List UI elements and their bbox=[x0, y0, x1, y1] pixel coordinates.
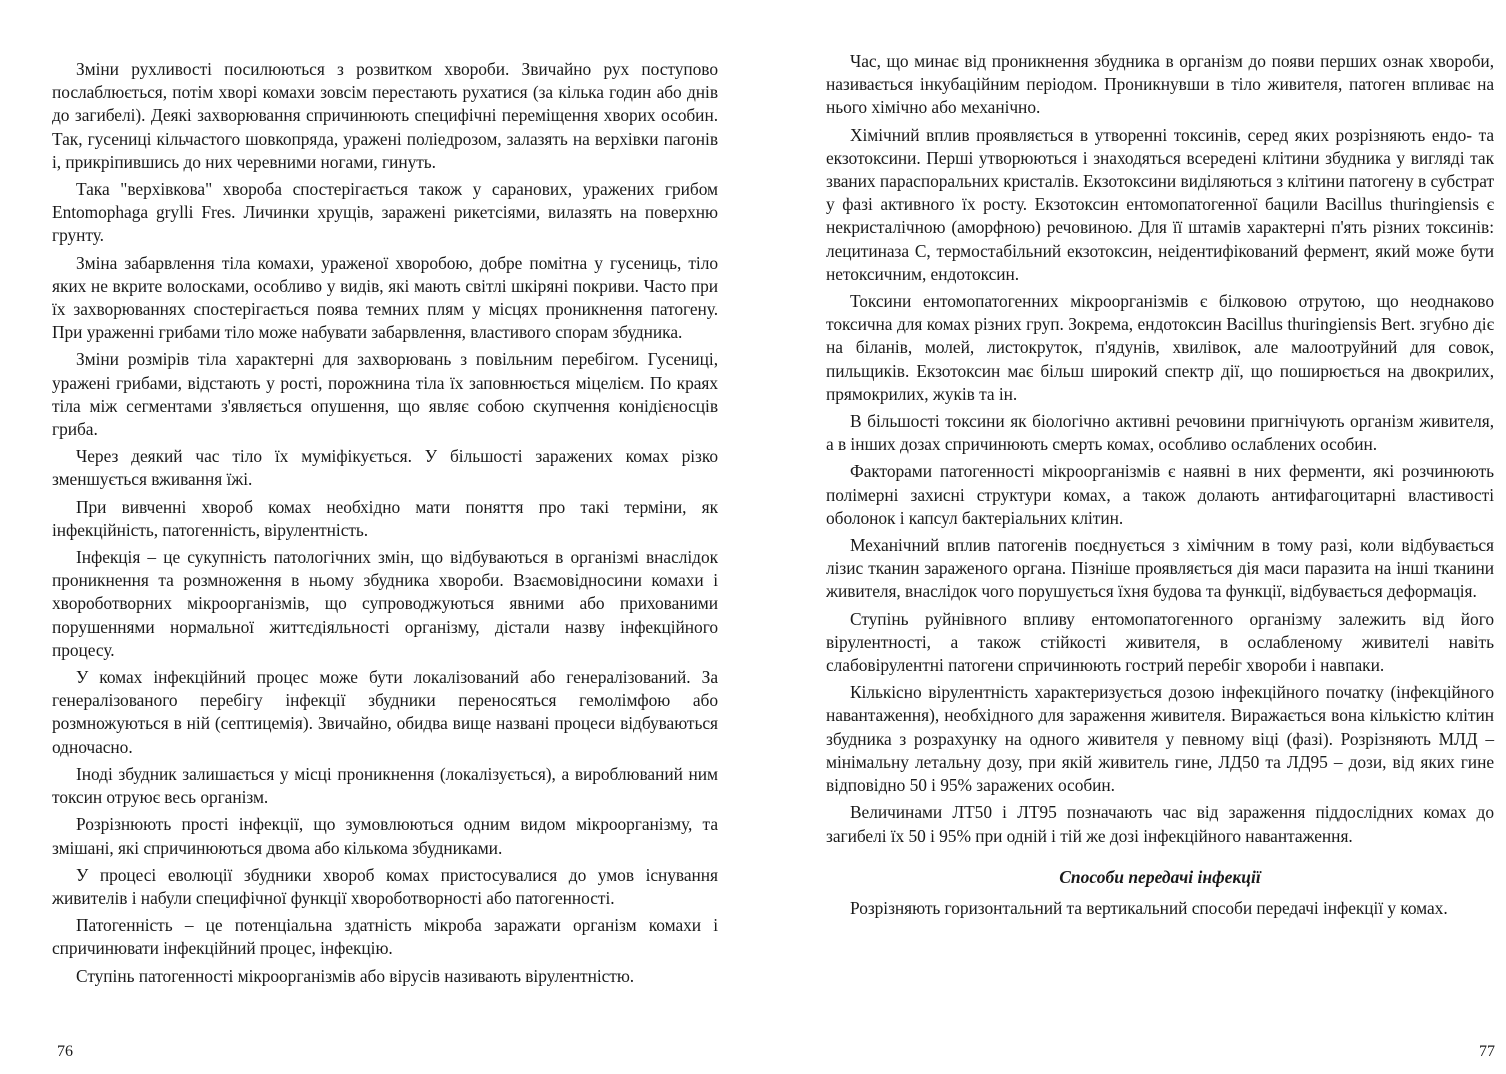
paragraph: Зміни рухливості посилюються з розвитком хвороби. Звичайно рух поступово послаблюється, потім хворі комахи зовсім перестають рухатися (за кілька годин або днів до загибелі). Деякі захворювання спричинюють специфічні переміщення хворих особин. Так, гусениці кільчастого шовкопряда, уражені поліедрозом, залазять на верхівки пагонів і, прикріпившись до них черевними ногами, гинуть. bbox=[52, 59, 718, 172]
paragraph: Хімічний вплив проявляється в утворенні токсинів, серед яких розрізняють ендо- та екзотоксини. Перші утворюються і знаходяться всередені клітини збудника у вигляді так званих параспоральних кристалів. Екзотоксини виділяються з клітини патогену в субстрат у фазі активного їх росту. Екзотоксин ентомопатогенної бацили Bacillus thuringiensis є некристалічною (аморфною) речовиною. Для її штамів характерні п'ять різних токсинів: лецитиназа С, термостабільний екзотоксин, неідентифікований фермент, який може бути нетоксичним, ендотоксин. bbox=[826, 124, 1494, 284]
paragraph: Інфекція – це сукупність патологічних змін, що відбуваються в організмі внаслідок проникнення та розмноження в ньому збудника хвороби. Взаємовідносини комахи і хвороботворних мікроорганізмів, що супроводжуються явними або прихованими порушеннями нормальної життєдіяльності організму, дістали назву інфекційного процесу. bbox=[52, 547, 718, 660]
paragraph: Час, що минає від проникнення збудника в організм до появи перших ознак хвороби, називається інкубаційним періодом. Проникнувши в тіло живителя, патоген впливає на нього хімічно або механічно. bbox=[826, 51, 1494, 118]
paragraph: Зміни розмірів тіла характерні для захворювань з повільним перебігом. Гусениці, уражені грибами, відстають у рості, порожнина тіла їх заповнюється міцелієм. По краях тіла між сегментами з'являється опушення, що являє собою скупчення конідієносців гриба. bbox=[52, 349, 718, 440]
paragraph: Факторами патогенності мікроорганізмів є наявні в них ферменти, які розчинюють полімерні захисні структури комах, а також долають антифагоцитарні властивості оболонок і капсул бактеріальних клітин. bbox=[826, 461, 1494, 528]
paragraph: Іноді збудник залишається у місці проникнення (локалізується), а вироблюваний ним токсин отруює весь організм. bbox=[52, 763, 718, 808]
paragraph: Механічний вплив патогенів поєднується з хімічним в тому разі, коли відбувається лізис тканин зараженого органа. Пізніше проявляється дія маси паразита на інші тканини живителя, внаслідок чого порушується їхня будова та функції, відбувається деформація. bbox=[826, 535, 1494, 602]
right-page-text bbox=[826, 50, 1494, 924]
paragraph: Ступінь патогенності мікроорганізмів або вірусів називають вірулентністю. bbox=[76, 965, 635, 986]
paragraph: Розрізняють горизонтальний та вертикальний способи передачі інфекції у комах. bbox=[850, 897, 1448, 918]
left-page-text bbox=[52, 58, 718, 992]
paragraph: Кількісно вірулентність характеризується дозою інфекційного початку (інфекційного навантаження), необхідного для зараження живителя. Виражається вона кількістю клітин збудника з розрахунку на одного живителя у певному віці (фазі). Розрізняють МЛД – мінімальну летальну дозу, при якій живитель гине, ЛД50 та ЛД95 – дози, від яких гине відповідно 50 і 95% заражених особин. bbox=[826, 682, 1494, 796]
paragraph: Патогенність – це потенціальна здатність мікроба заражати організм комахи і спричинювати інфекційний процес, інфекцію. bbox=[52, 915, 718, 959]
paragraph: В більшості токсини як біологічно активні речовини пригнічують організм живителя, а в інших дозах спричинюють смерть комах, особливо ослаблених особин. bbox=[826, 411, 1494, 455]
paragraph: У комах інфекційний процес може бути локалізований або генералізований. За генералізованого перебігу інфекції збудники переносяться гемолімфою або розмножуються в ній (септицемія). Звичайно, обидва вище названі процеси відбуваються одночасно. bbox=[52, 667, 718, 757]
paragraph: Зміна забарвлення тіла комахи, ураженої хворобою, добре помітна у гусениць, тіло яких не вкрите волосками, особливо у видів, які мають світлі шкіряні покриви. Часто при їх захворюваннях спостерігається поява темних плям у місцях проникнення патогену. При ураженні грибами тіло може набувати забарвлення, властивого спорам збудника. bbox=[52, 252, 718, 343]
right-page bbox=[753, 0, 1506, 1074]
paragraph: У процесі еволюції збудники хвороб комах пристосувалися до умов існування живителів і набули специфічної функції хвороботворності або патогенності. bbox=[52, 864, 718, 908]
paragraph: Розрізнюють прості інфекції, що зумовлюються одним видом мікроорганізму, та змішані, які спричинюються двома або кількома збудниками. bbox=[52, 814, 718, 858]
page-number: 77 bbox=[1479, 1043, 1495, 1060]
paragraph: Така "верхівкова" хвороба спостерігається також у саранових, уражених грибом Entomophaga grylli Fres. Личинки хрущів, заражені рикетсіями, вилазять на поверхню грунту. bbox=[52, 179, 718, 246]
paragraph: При вивченні хвороб комах необхідно мати поняття про такі терміни, як інфекційність, патогенність, вірулентність. bbox=[52, 496, 718, 540]
section-heading: Способи передачі інфекції bbox=[1059, 866, 1261, 887]
paragraph: Величинами ЛТ50 і ЛТ95 позначають час від зараження піддослідних комах до загибелі їх 50 і 95% при одній і тій же дозі інфекційного навантаження. bbox=[826, 802, 1494, 846]
paragraph: Токсини ентомопатогенних мікроорганізмів є білковою отрутою, що неоднаково токсична для комах різних груп. Зокрема, ендотоксин Bacillus thuringiensis Bert. згубно діє на біланів, молей, листокруток, п'ядунів, хвилівок, але малоотруйний для совок, пильщиків. Екзотоксин має більш широкий спектр дії, що поширюється на двокрилих, прямокрилих, жуків та ін. bbox=[826, 291, 1494, 404]
page-number: 76 bbox=[57, 1043, 73, 1060]
paragraph: Через деякий час тіло їх муміфікується. У більшості заражених комах різко зменшується вживання їжі. bbox=[52, 446, 718, 490]
paragraph: Ступінь руйнівного впливу ентомопатогенного організму залежить від його вірулентності, а також стійкості живителя, в ослабленому живителі навіть слабовірулентні патогени спричинюють гострий перебіг хвороби і навпаки. bbox=[826, 608, 1494, 676]
